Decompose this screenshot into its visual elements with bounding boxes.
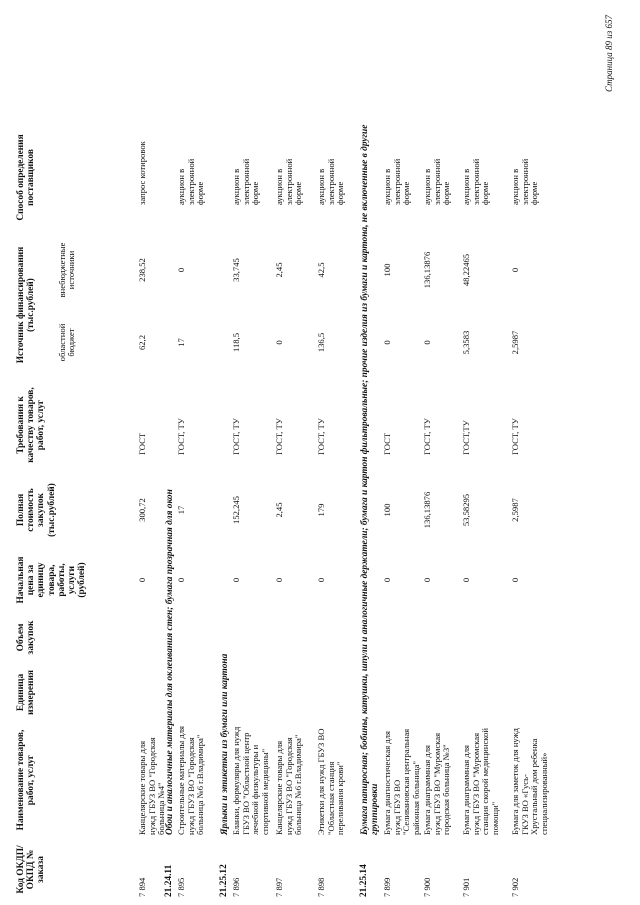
section-code: 21.25.14 (359, 864, 369, 897)
row-method: аукцион в электронной форме (382, 158, 412, 205)
row-extra: 48,22465 (461, 253, 471, 287)
row-method: аукцион в электронной форме (231, 158, 261, 205)
row-id: 7 896 (231, 877, 241, 897)
header-unit: Единица измерения (16, 670, 37, 715)
row-name: Канцелярские товары для нужд ГБУЗ ВО "Городская больница №6 г.Владимира" (274, 734, 304, 835)
row-name: Строительные материалы для нужд ГБУЗ ВО "Городская больница №6 г.Владимира" (176, 726, 206, 835)
row-total: 179 (316, 503, 326, 517)
row-method: аукцион в электронной форме (461, 158, 491, 205)
row-price: 0 (422, 577, 432, 583)
row-id: 7 900 (422, 877, 432, 897)
row-req: ГОСТ (382, 432, 392, 455)
row-total: 152,245 (231, 496, 241, 524)
header-fin-extra: внебюджетные источники (57, 242, 77, 298)
page-footer: Страница 89 из 657 (604, 15, 614, 92)
header-code: Код ОКДП/ ОКПД № заказа (16, 845, 47, 894)
row-name: Канцелярские товары для нужд ГБУЗ ВО "Городская больница №4" (137, 737, 167, 835)
row-method: запрос котировок (137, 141, 147, 205)
row-total: 53,58295 (461, 493, 471, 527)
row-req: ГОСТ, ТУ (422, 418, 432, 455)
row-price: 0 (382, 577, 392, 583)
row-total: 300,72 (137, 498, 147, 522)
row-id: 7 898 (316, 877, 326, 897)
row-req: ГОСТ, ТУ (316, 418, 326, 455)
row-regional: 0 (382, 340, 392, 345)
row-regional: 0 (274, 340, 284, 345)
row-name: Этикетки для нужд ГБУЗ ВО "Областная станция переливания крови" (316, 728, 346, 835)
row-extra: 33,745 (231, 258, 241, 282)
row-regional: 0 (422, 340, 432, 345)
header-total: Полная стоимость закупок (тыс.рублей) (16, 483, 57, 537)
row-req: ГОСТ, ТУ (231, 418, 241, 455)
row-price: 0 (316, 577, 326, 583)
row-extra: 238,52 (137, 258, 147, 282)
row-id: 7 899 (382, 877, 392, 897)
row-name: Бумага диаграммная для нужд ГБУЗ ВО "Муромская городская больница №3" (422, 732, 452, 835)
row-regional: 2,5987 (510, 330, 520, 355)
row-total: 136,13876 (422, 491, 432, 529)
row-regional: 62,2 (137, 334, 147, 351)
row-method: аукцион в электронной форме (316, 158, 346, 205)
header-financing: Источник финансирования (тыс.рублей) (16, 246, 37, 364)
row-extra: 100 (382, 263, 392, 277)
row-req: ГОСТ, ТУ (274, 418, 284, 455)
row-regional: 5,3583 (461, 330, 471, 355)
section-title: Ярлыки и этикетки из бумаги или картона (220, 653, 230, 835)
row-id: 7 897 (274, 877, 284, 897)
row-extra: 42,5 (316, 262, 326, 278)
row-name: Бумага диаграммная для нужд ГБУЗ ВО "Муромская станция скорой медицинской помощи" (461, 728, 500, 835)
row-req: ГОСТ (137, 432, 147, 455)
header-volume: Объем закупок (16, 620, 37, 655)
row-total: 17 (176, 505, 186, 515)
row-total: 2,5987 (510, 498, 520, 522)
row-name: Бумага для заметок для нужд ГКУЗ ВО «Гусь-Хрустальный дом ребенка специализированный» (510, 728, 549, 835)
section-title: Бумага папиросная; бобины, катушки, шпули и аналогичные держатели; бумага и картон фильтровальные; прочие изделия из бумаги и картона, не включенные в другие группировки (360, 124, 381, 835)
row-price: 0 (510, 577, 520, 583)
row-id: 7 902 (510, 877, 520, 897)
section-title: Обои и аналогичные материалы для оклеивания стен; бумага прозрачная для окон (165, 489, 175, 835)
row-price: 0 (137, 577, 147, 583)
row-method: аукцион в электронной форме (422, 158, 452, 205)
row-method: аукцион в электронной форме (510, 158, 540, 205)
header-method: Способ определения поставщиков (16, 134, 37, 221)
row-total: 100 (382, 503, 392, 517)
header-requirements: Требования к качеству товаров, работ, услуг (16, 387, 47, 463)
row-regional: 118,5 (231, 332, 241, 353)
section-code: 21.25.12 (219, 864, 229, 897)
row-name: Бланки, формуляры для нужд ГБУЗ ВО "Областной центр лечебной физкультуры и спортивной медицины" (231, 726, 270, 835)
header-name: Наименование товаров, работ, услуг (16, 729, 37, 831)
row-extra: 0 (510, 267, 520, 273)
row-price: 0 (461, 577, 471, 583)
row-extra: 0 (176, 267, 186, 273)
row-method: аукцион в электронной форме (274, 158, 304, 205)
row-extra: 2,45 (274, 262, 284, 278)
row-id: 7 894 (137, 877, 147, 897)
row-method: аукцион в электронной форме (176, 158, 206, 205)
row-id: 7 901 (461, 877, 471, 897)
row-name: Бумага диагностическая для нужд ГБУЗ ВО "Селивановская центральная районная больница" (382, 728, 421, 835)
row-total: 2,45 (274, 502, 284, 518)
row-price: 0 (231, 577, 241, 583)
header-fin-regional: областной бюджет (57, 323, 77, 362)
row-regional: 17 (176, 338, 186, 347)
row-price: 0 (274, 577, 284, 583)
row-req: ГОСТ, ТУ (510, 418, 520, 455)
row-price: 0 (176, 577, 186, 583)
row-extra: 136,13876 (422, 251, 432, 289)
row-id: 7 895 (176, 877, 186, 897)
row-req: ГОСТ, ТУ (176, 418, 186, 455)
row-regional: 136,5 (316, 332, 326, 353)
header-price: Начальная цена за единицу товара, работы, услуги (рублей) (16, 556, 88, 604)
section-code: 21.24.11 (164, 864, 174, 897)
row-req: ГОСТ,ТУ (461, 420, 471, 455)
